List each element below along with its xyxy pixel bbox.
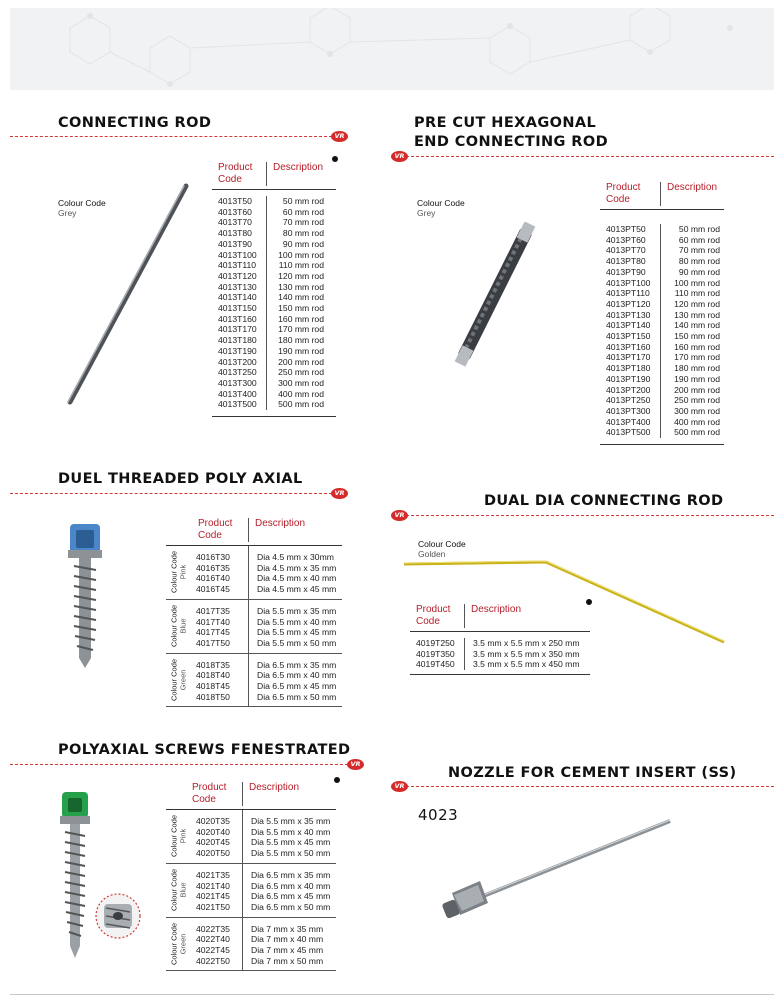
code-column xyxy=(410,638,464,670)
page-bottom-rule xyxy=(10,994,774,995)
hex-rod-image xyxy=(450,222,540,367)
description-column xyxy=(248,654,342,707)
product-code: 4022T50 xyxy=(196,955,230,966)
description: 150 mm rod xyxy=(674,331,720,342)
description: 60 mm rod xyxy=(678,234,720,245)
header-description: Description xyxy=(660,182,724,206)
colour-code-value: Green xyxy=(178,669,187,691)
product-code: 4013PT130 xyxy=(606,309,651,320)
description: Dia 6.5 mm x 40 mm xyxy=(251,880,331,891)
description: 400 mm rod xyxy=(278,388,324,399)
section-divider xyxy=(406,515,774,516)
description: 80 mm rod xyxy=(282,228,324,239)
description: 80 mm rod xyxy=(678,256,720,267)
table-bottom-rule xyxy=(212,416,336,417)
table-header xyxy=(166,782,336,810)
section-title-duel-threaded: DUEL THREADED POLY AXIAL xyxy=(58,471,303,487)
description: 3.5 mm x 5.5 mm x 250 mm xyxy=(473,638,580,648)
section-divider xyxy=(406,156,774,157)
section-title-dual-dia: DUAL DIA CONNECTING ROD xyxy=(484,493,724,509)
product-code: 4016T35 xyxy=(196,562,230,573)
colour-group-label xyxy=(166,600,192,653)
description: Dia 4.5 mm x 40 mm xyxy=(257,573,337,584)
product-code: 4019T250 xyxy=(416,638,455,648)
header-description: Description xyxy=(464,604,590,628)
product-code: 4017T35 xyxy=(196,605,230,616)
header-product-code: Product Code xyxy=(198,518,233,541)
description: 250 mm rod xyxy=(278,367,324,378)
description: 90 mm rod xyxy=(282,238,324,249)
description: Dia 6.5 mm x 45 mm xyxy=(251,891,331,902)
description-column xyxy=(242,918,336,971)
colour-group-label xyxy=(166,546,192,599)
product-code: 4013T120 xyxy=(218,270,257,281)
description: 500 mm rod xyxy=(674,427,720,438)
product-code: 4021T50 xyxy=(196,901,230,912)
section-divider xyxy=(10,136,332,137)
group-list xyxy=(166,810,336,971)
product-code: 4021T45 xyxy=(196,891,230,902)
description: Dia 6.5 mm x 40 mm xyxy=(257,670,337,681)
product-code: 4017T40 xyxy=(196,616,230,627)
product-code: 4013PT120 xyxy=(606,298,651,309)
table-header xyxy=(600,182,724,210)
product-code: 4022T35 xyxy=(196,923,230,934)
product-code: 4013T250 xyxy=(218,367,257,378)
description: 400 mm rod xyxy=(674,416,720,427)
description: Dia 6.5 mm x 35 mm xyxy=(257,659,337,670)
description: Dia 6.5 mm x 50 mm xyxy=(251,901,331,912)
description: Dia 5.5 mm x 40 mm xyxy=(251,826,331,837)
colour-code xyxy=(417,198,465,218)
vr-badge: VR xyxy=(331,131,348,142)
nozzle-image xyxy=(440,815,680,925)
section-title-hex-rod-line1: PRE CUT HEXAGONAL xyxy=(414,115,597,131)
colour-code-label: Colour Code xyxy=(169,551,179,594)
table-header xyxy=(212,162,336,190)
product-code: 4019T450 xyxy=(416,659,455,670)
product-code: 4013T190 xyxy=(218,345,257,356)
description: 120 mm rod xyxy=(674,298,720,309)
header-description: Description xyxy=(248,518,342,542)
description: 110 mm rod xyxy=(278,260,324,271)
description-column xyxy=(248,600,342,653)
product-code: 4013PT90 xyxy=(606,266,646,277)
header-product-code: Product Code xyxy=(416,604,451,627)
fenestrated-table xyxy=(166,782,336,971)
description: 140 mm rod xyxy=(278,292,324,303)
description-column xyxy=(242,810,336,863)
description: 70 mm rod xyxy=(678,245,720,256)
vr-badge: VR xyxy=(391,151,408,162)
description: 160 mm rod xyxy=(278,313,324,324)
product-code: 4013PT50 xyxy=(606,224,646,234)
description: Dia 6.5 mm x 50 mm xyxy=(257,691,337,702)
description: 180 mm rod xyxy=(278,335,324,346)
header-product-code: Product Code xyxy=(218,162,253,185)
code-column xyxy=(192,918,242,971)
product-code: 4013PT180 xyxy=(606,363,651,374)
product-code: 4013T90 xyxy=(218,238,252,249)
colour-code-label: Colour Code xyxy=(169,869,179,912)
description: 300 mm rod xyxy=(278,377,324,388)
description: 110 mm rod xyxy=(674,288,720,299)
description: Dia 7 mm x 45 mm xyxy=(251,945,324,956)
description-column xyxy=(242,864,336,917)
colour-code-label: Colour Code xyxy=(169,815,179,858)
product-code: 4013T150 xyxy=(218,303,257,314)
section-divider xyxy=(10,764,348,765)
description: 160 mm rod xyxy=(674,341,720,352)
product-code: 4018T50 xyxy=(196,691,230,702)
colour-code-value: Blue xyxy=(178,618,187,634)
description: 130 mm rod xyxy=(278,281,324,292)
product-code: 4017T50 xyxy=(196,637,230,648)
colour-code-label: Colour Code xyxy=(58,198,106,208)
code-column xyxy=(212,196,266,410)
molecule-pattern xyxy=(10,8,774,90)
description: 90 mm rod xyxy=(678,266,720,277)
description: Dia 5.5 mm x 40 mm xyxy=(257,616,337,627)
product-code: 4018T45 xyxy=(196,681,230,692)
product-code: 4017T45 xyxy=(196,627,230,638)
table-bottom-rule xyxy=(410,674,590,675)
description: Dia 6.5 mm x 45 mm xyxy=(257,681,337,692)
section-divider xyxy=(406,786,774,787)
product-code: 4013T500 xyxy=(218,399,257,410)
description: 170 mm rod xyxy=(278,324,324,335)
section-title-nozzle: NOZZLE FOR CEMENT INSERT (SS) xyxy=(448,765,737,781)
product-code: 4013PT300 xyxy=(606,405,651,416)
colour-group xyxy=(166,546,342,600)
fenestrated-screw-image xyxy=(56,788,146,968)
description: Dia 4.5 mm x 45 mm xyxy=(257,584,337,595)
vr-badge: VR xyxy=(391,781,408,792)
product-code: 4013T300 xyxy=(218,377,257,388)
colour-group-label xyxy=(166,864,192,917)
product-code: 4013PT190 xyxy=(606,373,651,384)
description: 300 mm rod xyxy=(674,405,720,416)
description: 500 mm rod xyxy=(278,399,324,410)
product-code: 4013PT70 xyxy=(606,245,646,256)
code-column xyxy=(192,654,248,707)
colour-code-label: Colour Code xyxy=(418,539,466,549)
code-column xyxy=(192,600,248,653)
colour-group xyxy=(166,810,336,864)
section-title-connecting-rod: CONNECTING ROD xyxy=(58,115,212,131)
description-column xyxy=(266,196,336,410)
colour-group xyxy=(166,654,342,708)
colour-group xyxy=(166,600,342,654)
description: 200 mm rod xyxy=(674,384,720,395)
product-code: 4013T60 xyxy=(218,206,252,217)
description-column xyxy=(464,638,590,670)
product-code: 4020T35 xyxy=(196,816,230,826)
header-description: Description xyxy=(266,162,336,186)
table-bottom-rule xyxy=(600,444,724,445)
description: 60 mm rod xyxy=(282,206,324,217)
code-column xyxy=(192,810,242,863)
colour-group xyxy=(166,918,336,972)
product-code: 4013PT80 xyxy=(606,256,646,267)
product-code: 4013PT400 xyxy=(606,416,651,427)
description: 120 mm rod xyxy=(278,270,324,281)
product-code: 4013PT500 xyxy=(606,427,651,438)
product-code: 4019T350 xyxy=(416,648,455,659)
dual-dia-table xyxy=(410,604,590,675)
colour-group-label xyxy=(166,810,192,863)
colour-code-label: Colour Code xyxy=(169,658,179,702)
description: 50 mm rod xyxy=(678,224,720,234)
vr-badge: VR xyxy=(347,759,364,770)
product-code: 4013PT150 xyxy=(606,331,651,342)
colour-code-value: Green xyxy=(178,933,187,955)
product-code: 4013PT60 xyxy=(606,234,646,245)
duel-threaded-screw-image xyxy=(62,520,112,670)
description: 3.5 mm x 5.5 mm x 350 mm xyxy=(473,648,580,659)
description: Dia 4.5 mm x 30mm xyxy=(257,552,334,562)
product-code: 4013T180 xyxy=(218,335,257,346)
product-code: 4013T100 xyxy=(218,249,257,260)
product-code: 4013PT170 xyxy=(606,352,651,363)
description: 100 mm rod xyxy=(674,277,720,288)
colour-group-label xyxy=(166,654,192,707)
colour-code-value: Pink xyxy=(178,565,187,580)
colour-group-label xyxy=(166,918,192,971)
product-code: 4013T50 xyxy=(218,196,252,206)
hex-rod-table xyxy=(600,182,724,445)
description: Dia 5.5 mm x 50 mm xyxy=(257,637,337,648)
product-code: 4013PT110 xyxy=(606,288,650,299)
product-code: 4020T40 xyxy=(196,826,230,837)
description: 3.5 mm x 5.5 mm x 450 mm xyxy=(473,659,580,670)
colour-code-label: Colour Code xyxy=(169,922,179,966)
description-column xyxy=(248,546,342,599)
nozzle-product-code: 4023 xyxy=(418,806,459,824)
description: 70 mm rod xyxy=(282,217,324,228)
table-header xyxy=(166,518,342,546)
table-header xyxy=(410,604,590,632)
product-code: 4016T40 xyxy=(196,573,230,584)
description: 140 mm rod xyxy=(674,320,720,331)
product-code: 4021T35 xyxy=(196,869,230,880)
code-column xyxy=(192,546,248,599)
product-code: 4013T170 xyxy=(218,324,257,335)
description: Dia 5.5 mm x 45 mm xyxy=(257,627,337,638)
group-list xyxy=(166,546,342,707)
product-code: 4020T45 xyxy=(196,837,230,848)
product-code: 4013PT160 xyxy=(606,341,651,352)
product-code: 4013T130 xyxy=(218,281,257,292)
colour-code-label: Colour Code xyxy=(169,605,179,648)
product-code: 4021T40 xyxy=(196,880,230,891)
duel-threaded-table xyxy=(166,518,342,707)
description: 190 mm rod xyxy=(278,345,324,356)
description: 200 mm rod xyxy=(278,356,324,367)
code-column xyxy=(600,224,660,438)
description: 150 mm rod xyxy=(278,303,324,314)
product-code: 4013PT200 xyxy=(606,384,651,395)
product-code: 4018T35 xyxy=(196,659,230,670)
connecting-rod-image xyxy=(60,180,200,410)
code-column xyxy=(192,864,242,917)
product-code: 4013PT100 xyxy=(606,277,651,288)
product-code: 4013T200 xyxy=(218,356,257,367)
description: 130 mm rod xyxy=(674,309,720,320)
description: Dia 7 mm x 50 mm xyxy=(251,955,324,966)
header-product-code: Product Code xyxy=(192,782,227,805)
product-code: 4013T160 xyxy=(218,313,257,324)
colour-code-value: Grey xyxy=(58,208,77,218)
section-title-fenestrated: POLYAXIAL SCREWS FENESTRATED xyxy=(58,742,351,758)
description: 250 mm rod xyxy=(674,395,720,406)
colour-code-value: Grey xyxy=(417,208,436,218)
header-product-code: Product Code xyxy=(606,182,641,205)
product-code: 4013T80 xyxy=(218,228,252,239)
description-column xyxy=(660,224,724,438)
description: Dia 7 mm x 40 mm xyxy=(251,934,324,945)
product-code: 4013T400 xyxy=(218,388,257,399)
description: Dia 7 mm x 35 mm xyxy=(251,923,324,934)
product-code: 4013PT250 xyxy=(606,395,651,406)
product-code: 4013PT140 xyxy=(606,320,651,331)
colour-code-value: Blue xyxy=(178,882,187,898)
section-divider xyxy=(10,493,332,494)
description: 190 mm rod xyxy=(674,373,720,384)
colour-code-value: Golden xyxy=(418,549,446,559)
vr-badge: VR xyxy=(391,510,408,521)
product-code: 4016T30 xyxy=(196,552,230,562)
description: 180 mm rod xyxy=(674,363,720,374)
description: Dia 5.5 mm x 35 mm xyxy=(257,605,337,616)
description: 100 mm rod xyxy=(278,249,324,260)
header-description: Description xyxy=(242,782,336,806)
product-code: 4016T45 xyxy=(196,584,230,595)
colour-code-value: Pink xyxy=(178,829,187,844)
product-code: 4013T140 xyxy=(218,292,257,303)
description: Dia 4.5 mm x 35 mm xyxy=(257,562,337,573)
product-code: 4018T40 xyxy=(196,670,230,681)
description: 170 mm rod xyxy=(674,352,720,363)
colour-group xyxy=(166,864,336,918)
connecting-rod-table xyxy=(212,162,336,417)
header-band xyxy=(10,8,774,90)
description: Dia 6.5 mm x 35 mm xyxy=(251,869,331,880)
product-code: 4022T45 xyxy=(196,945,230,956)
description: 50 mm rod xyxy=(282,196,324,206)
product-code: 4013T70 xyxy=(218,217,252,228)
section-title-hex-rod-line2: END CONNECTING ROD xyxy=(414,134,609,150)
product-code: 4020T50 xyxy=(196,848,230,859)
product-code: 4013T110 xyxy=(218,260,257,271)
description: Dia 5.5 mm x 35 mm xyxy=(251,816,331,826)
colour-code-label: Colour Code xyxy=(417,198,465,208)
vr-badge: VR xyxy=(331,488,348,499)
description: Dia 5.5 mm x 45 mm xyxy=(251,837,331,848)
description: Dia 5.5 mm x 50 mm xyxy=(251,848,331,859)
product-code: 4022T40 xyxy=(196,934,230,945)
